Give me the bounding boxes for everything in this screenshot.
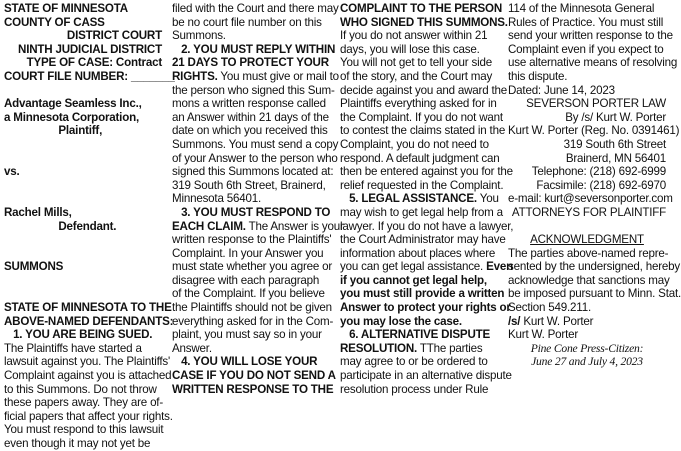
text-line: 1. YOU ARE BEING SUED.	[4, 328, 153, 342]
text-line: of your Answer to the person who	[172, 151, 338, 165]
text-line	[340, 192, 498, 206]
text-line: vs.	[4, 165, 20, 179]
text-line	[172, 219, 344, 234]
text-line: Kurt W. Porter (Reg. No. 0391461)	[508, 124, 680, 138]
text-line: ficial papers that affect your rights.	[4, 409, 173, 423]
text-line: a Minnesota Corporation,	[4, 110, 139, 124]
text-line: to this Summons. Do not throw	[4, 382, 157, 396]
text-line: 6. ALTERNATIVE DISPUTE	[340, 328, 491, 342]
text-line: e-mail: kurt@seversonporter.com	[508, 192, 673, 206]
text-line: even though it may not yet be	[4, 437, 151, 450]
text-line: Defendant.	[4, 219, 117, 233]
text-line: be imposed pursuant to Minn. Stat.	[508, 287, 681, 301]
text-line: Summons.	[172, 29, 226, 43]
text-line: Advantage Seamless Inc.,	[4, 97, 142, 111]
text-line: may wish to get legal help from a	[340, 205, 503, 219]
text-line: then be entered against you for the	[340, 165, 513, 179]
text-line: must state whether you agree or	[172, 260, 333, 274]
text-line: send your written response to the	[508, 29, 673, 43]
text-line: you must still provide a written	[340, 287, 505, 301]
text-line: Dated: June 14, 2023	[508, 83, 615, 97]
text-line: filed with the Court and there may	[172, 2, 339, 15]
text-line: Minnesota 56401.	[172, 192, 261, 206]
text-line	[4, 179, 162, 193]
text-line: TYPE OF CASE: Contract	[26, 56, 162, 70]
column-1	[4, 2, 175, 450]
text-run: You must give or mail to	[217, 69, 339, 83]
text-line: WRITTEN RESPONSE TO THE	[172, 382, 334, 396]
text-line	[4, 192, 162, 206]
text-line: these papers away. They are of-	[4, 396, 163, 410]
text-line: of the story, and the Court may	[340, 69, 493, 83]
text-line: information about places where	[340, 246, 496, 260]
text-line	[508, 315, 666, 329]
text-line	[4, 233, 162, 247]
text-line: of the Complaint. If you believe	[172, 287, 325, 301]
text-line: Summons. You must send a copy	[172, 137, 339, 151]
text-line: Rachel Mills,	[4, 205, 72, 219]
text-line: DISTRICT COURT	[66, 29, 162, 43]
text-line: sented by the undersigned, hereby	[508, 260, 680, 274]
text-line: Pine Cone Press-Citizen:	[530, 341, 644, 355]
text-line: 319 South 6th Street	[563, 137, 666, 151]
text-line: written response to the Plaintiffs'	[172, 233, 332, 247]
text-line	[172, 69, 339, 84]
text-run: Kurt W. Porter	[520, 314, 594, 328]
column-2	[172, 2, 344, 425]
text-line: 4. YOU WILL LOSE YOUR	[172, 355, 318, 369]
text-line	[4, 138, 162, 152]
text-line: respond. A default judgment can	[340, 151, 500, 165]
text-line: you may lose the case.	[340, 314, 462, 328]
text-line: acknowledge that sanctions may	[508, 273, 670, 287]
text-line: 2. YOU MUST REPLY WITHIN	[172, 42, 336, 56]
text-line: 3. YOU MUST RESPOND TO	[172, 205, 331, 219]
text-line: Complaint. In your Answer you	[172, 246, 324, 260]
text-run: EACH CLAIM.	[172, 219, 246, 233]
text-line: Telephone: (218) 692-6999	[531, 165, 666, 179]
text-line: ABOVE-NAMED DEFENDANTS:	[4, 314, 174, 328]
text-line: Complaint even if you expect to	[508, 42, 664, 56]
text-run: TThe parties	[417, 341, 483, 355]
text-line: mons a written response called	[172, 97, 326, 111]
text-line: the Complaint. If you do not want	[340, 110, 503, 124]
text-line: the Court Administrator may have	[340, 233, 506, 247]
text-line: participate in an alternative dispute	[340, 369, 512, 383]
text-run: The Answer is your	[245, 219, 344, 233]
text-line: to contest the claims stated in the	[340, 124, 506, 138]
text-line: lawyer. If you do not have a lawyer,	[340, 219, 514, 233]
text-line	[508, 220, 666, 234]
text-line	[4, 84, 162, 98]
text-line	[4, 287, 162, 301]
text-line: resolution process under Rule	[340, 382, 489, 396]
text-line: plaint, you must say so in your	[172, 328, 322, 342]
text-line: Kurt W. Porter	[508, 328, 579, 342]
text-line: the person who signed this Sum-	[172, 83, 335, 97]
text-line: COUNTY OF CASS	[4, 15, 105, 29]
text-run: /s/	[508, 314, 521, 328]
text-line: By /s/ Kurt W. Porter	[565, 110, 666, 124]
text-line: Plaintiff,	[4, 124, 103, 138]
text-line: may agree to or be ordered to	[340, 355, 488, 369]
text-line: COURT FILE NUMBER: _______	[4, 69, 175, 83]
text-line: Plaintiffs everything asked for in	[340, 97, 497, 111]
text-run: You	[476, 192, 499, 206]
column-3	[340, 2, 514, 425]
text-line: SEVERSON PORTER LAW	[526, 97, 666, 111]
text-run: RIGHTS.	[172, 69, 218, 83]
text-line: the Plaintiffs should not be given	[172, 301, 332, 315]
text-line: 21 DAYS TO PROTECT YOUR	[172, 56, 329, 70]
text-line: use alternative means of resolving	[508, 56, 678, 70]
text-line: be no court file number on this	[172, 15, 322, 29]
text-line: days, you will lose this case.	[340, 42, 480, 56]
text-line: date on which you received this	[172, 124, 328, 138]
text-line: signed this Summons located at:	[172, 165, 334, 179]
text-line: relief requested in the Complaint.	[340, 178, 504, 192]
text-line: an Answer within 21 days of the	[172, 110, 329, 124]
text-line: The Plaintiffs have started a	[4, 341, 142, 355]
text-line: decide against you and award the	[340, 83, 507, 97]
text-run: you can get legal assistance.	[340, 260, 487, 274]
column-4	[508, 2, 681, 425]
text-line: CASE IF YOU DO NOT SEND A	[172, 369, 336, 383]
text-line: Complaint against you is attached	[4, 369, 172, 383]
text-line: You will not get to tell your side	[340, 56, 492, 70]
text-line: everything asked for in the Com-	[172, 314, 334, 328]
text-line: NINTH JUDICIAL DISTRICT	[18, 42, 162, 56]
text-line: SUMMONS	[4, 260, 64, 274]
text-run: 5. LEGAL ASSISTANCE.	[340, 192, 477, 206]
text-line: Brainerd, MN 56401	[565, 151, 666, 165]
text-line: You must respond to this lawsuit	[4, 423, 164, 437]
text-line: lawsuit against you. The Plaintiffs'	[4, 355, 171, 369]
text-line: WHO SIGNED THIS SUMMONS.	[340, 15, 508, 29]
text-line	[340, 342, 498, 356]
text-line: disagree with each paragraph	[172, 273, 320, 287]
text-line: Complaint, you do not need to	[340, 137, 489, 151]
text-line: ACKNOWLEDGMENT	[530, 233, 644, 247]
text-line: Answer to protect your rights or	[340, 301, 511, 315]
text-line: STATE OF MINNESOTA	[4, 2, 128, 15]
text-line: 319 South 6th Street, Brainerd,	[172, 178, 326, 192]
text-line: this dispute.	[508, 69, 568, 83]
text-line: COMPLAINT TO THE PERSON	[340, 2, 503, 15]
text-line: If you do not answer within 21	[340, 29, 488, 43]
text-line: June 27 and July 4, 2023	[531, 355, 643, 369]
text-run: Even	[486, 260, 514, 274]
text-line: Rules of Practice. You must still	[508, 15, 664, 29]
text-line: STATE OF MINNESOTA TO THE	[4, 301, 172, 315]
text-line: Section 549.211.	[508, 301, 591, 315]
text-line	[4, 274, 162, 288]
text-line	[4, 247, 162, 261]
text-line	[4, 152, 162, 166]
text-line: The parties above-named repre-	[508, 246, 669, 260]
text-line: if you cannot get legal help,	[340, 273, 487, 287]
text-line	[340, 260, 514, 274]
text-line: Answer.	[172, 341, 212, 355]
text-line: Facsimile: (218) 692-6970	[536, 178, 666, 192]
text-line: ATTORNEYS FOR PLAINTIFF	[511, 205, 666, 219]
text-line: 114 of the Minnesota General	[508, 2, 655, 15]
text-run: RESOLUTION.	[340, 341, 418, 355]
